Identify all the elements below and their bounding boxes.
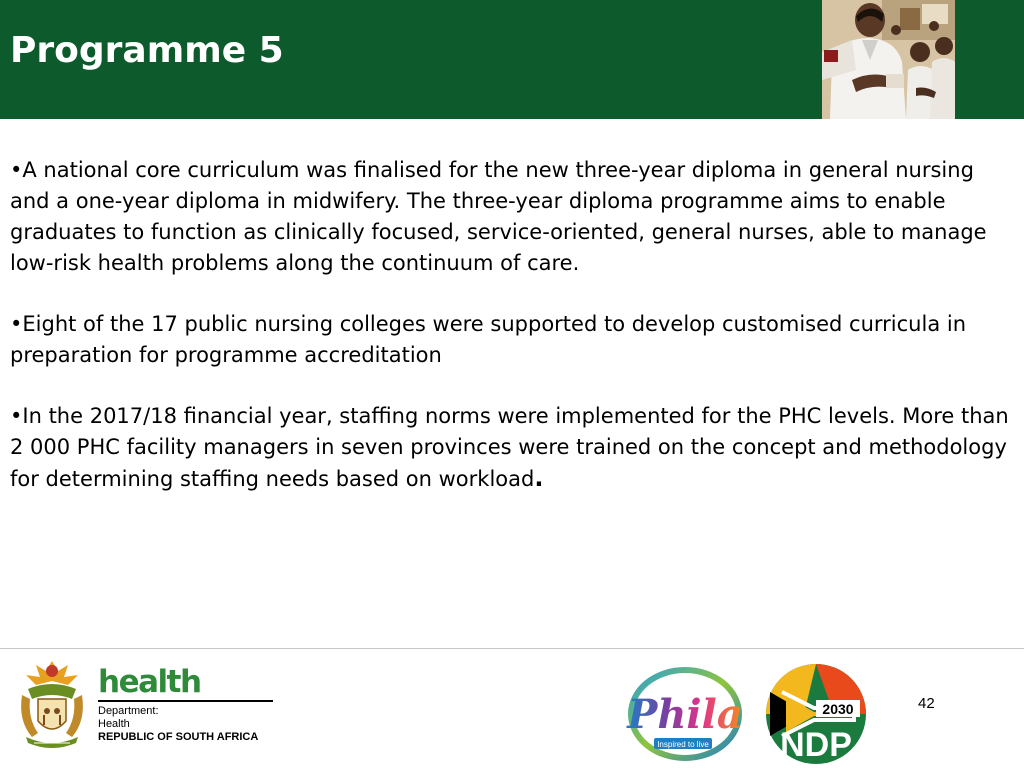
phila-wordmark: Phila xyxy=(627,691,743,738)
bullet-curriculum: •A national core curriculum was finalised for the new three-year diploma in general nursing and a one-year diploma in midwifery. The three-year diploma programme aims to enable graduates to function as clinically focused, service-oriented, general nurses, able to manage low-risk health problems along the continuum of care. xyxy=(10,158,987,275)
coat-of-arms-icon xyxy=(14,655,90,751)
bullet-staffing-norms-text: •In the 2017/18 financial year, staffing norms were implemented for the PHC levels. More than 2 000 PHC facility managers in seven provinces were trained on the concept and methodology for determining staffing needs based on workload xyxy=(10,404,1009,491)
country-name: REPUBLIC OF SOUTH AFRICA xyxy=(98,731,259,743)
bullet-staffing-norms xyxy=(10,401,1014,495)
department-label xyxy=(98,705,258,744)
title-banner xyxy=(0,0,1024,119)
slide-title: Programme 5 xyxy=(10,30,284,71)
ndp-2030-logo xyxy=(764,662,868,766)
page-number: 42 xyxy=(918,695,935,712)
health-wordmark: health xyxy=(98,664,201,700)
nurse-photo xyxy=(822,0,955,119)
health-wordmark-rule xyxy=(98,700,273,702)
department-line: Department: xyxy=(98,705,159,717)
department-name: Health xyxy=(98,718,130,730)
bullet-nursing-colleges: •Eight of the 17 public nursing colleges were supported to develop customised curricula in preparation for programme accreditation xyxy=(10,312,967,367)
ndp-year: 2030 xyxy=(822,701,854,717)
footer-divider xyxy=(0,648,1024,649)
slide-body xyxy=(10,155,1014,495)
ndp-wordmark: NDP xyxy=(780,726,852,764)
phila-tagline: Inspired to live xyxy=(657,740,709,749)
phila-logo xyxy=(626,664,744,764)
bullet-final-stop: . xyxy=(534,464,544,492)
